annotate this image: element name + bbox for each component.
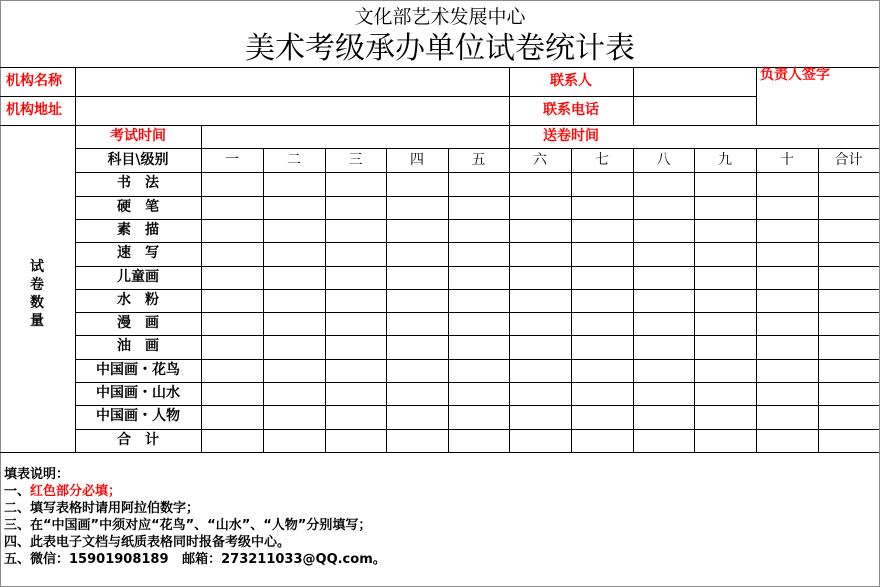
count-cell[interactable]	[510, 267, 570, 288]
count-cell[interactable]	[510, 313, 570, 334]
count-cell[interactable]	[264, 173, 324, 194]
count-cell[interactable]	[757, 430, 817, 451]
wechat-number: 15901908189	[69, 552, 169, 567]
side-label-char: 量	[30, 313, 44, 329]
count-cell[interactable]	[510, 220, 570, 241]
count-cell[interactable]	[757, 173, 817, 194]
instructions	[4, 466, 386, 568]
count-cell[interactable]	[202, 197, 262, 218]
count-cell[interactable]	[387, 220, 447, 241]
count-cell[interactable]	[757, 290, 817, 311]
count-cell[interactable]	[387, 197, 447, 218]
subject-label: 儿童画	[117, 268, 159, 285]
count-cell[interactable]	[572, 243, 632, 264]
count-cell[interactable]	[572, 313, 632, 334]
count-cell[interactable]	[572, 197, 632, 218]
count-cell[interactable]	[202, 336, 262, 357]
note-prefix: 一、	[4, 484, 31, 499]
count-cell[interactable]	[819, 173, 878, 194]
count-cell[interactable]	[326, 243, 385, 264]
level-header-4: 四	[410, 152, 424, 168]
org-address-field[interactable]	[76, 97, 508, 123]
count-cell[interactable]	[634, 243, 693, 264]
subject-label: 中国画・花鸟	[96, 361, 180, 378]
count-cell[interactable]	[387, 290, 447, 311]
count-cell[interactable]	[449, 173, 508, 194]
side-label-char: 试	[30, 259, 44, 275]
count-cell[interactable]	[326, 406, 385, 427]
org-address-label: 机构地址	[6, 102, 62, 118]
form-title: 美术考级承办单位试卷统计表	[245, 31, 635, 66]
count-cell[interactable]	[819, 336, 878, 357]
contact-phone-label: 联系电话	[543, 102, 599, 118]
count-cell[interactable]	[819, 267, 878, 288]
count-cell[interactable]	[264, 243, 324, 264]
contact-person-field[interactable]	[634, 68, 754, 94]
count-cell[interactable]	[695, 220, 755, 241]
count-cell[interactable]	[757, 406, 817, 427]
count-cell[interactable]	[819, 197, 878, 218]
delivery-time-field[interactable]	[634, 126, 878, 148]
count-cell[interactable]	[510, 360, 570, 381]
notes-heading: 填表说明：	[4, 467, 70, 482]
count-cell[interactable]	[449, 336, 508, 357]
count-cell[interactable]	[572, 430, 632, 451]
count-cell[interactable]	[634, 290, 693, 311]
org-heading: 文化部艺术发展中心	[354, 6, 526, 28]
count-cell[interactable]	[264, 430, 324, 451]
count-cell[interactable]	[634, 383, 693, 404]
email-label: 邮箱：	[182, 552, 222, 567]
count-cell[interactable]	[757, 267, 817, 288]
count-cell[interactable]	[572, 173, 632, 194]
contact-phone-field[interactable]	[634, 97, 754, 123]
count-cell[interactable]	[695, 290, 755, 311]
count-cell[interactable]	[634, 313, 693, 334]
note-required: 红色部分必填；	[30, 484, 122, 499]
count-cell[interactable]	[634, 173, 693, 194]
count-cell[interactable]	[819, 290, 878, 311]
count-cell[interactable]	[264, 313, 324, 334]
count-cell[interactable]	[695, 197, 755, 218]
level-header-11: 合计	[834, 152, 863, 168]
count-cell[interactable]	[387, 243, 447, 264]
count-cell[interactable]	[387, 267, 447, 288]
level-header-2: 二	[287, 152, 301, 168]
count-cell[interactable]	[695, 173, 755, 194]
count-cell[interactable]	[387, 313, 447, 334]
count-cell[interactable]	[387, 383, 447, 404]
note-item	[4, 483, 386, 500]
count-cell[interactable]	[572, 406, 632, 427]
count-cell[interactable]	[264, 220, 324, 241]
count-cell[interactable]	[387, 360, 447, 381]
count-cell[interactable]	[202, 290, 262, 311]
count-cell[interactable]	[449, 267, 508, 288]
count-cell[interactable]	[326, 173, 385, 194]
count-cell[interactable]	[695, 313, 755, 334]
count-cell[interactable]	[634, 267, 693, 288]
count-cell[interactable]	[572, 336, 632, 357]
count-cell[interactable]	[757, 383, 817, 404]
count-cell[interactable]	[264, 290, 324, 311]
side-label-paper-count	[27, 258, 47, 330]
count-cell[interactable]	[634, 360, 693, 381]
count-cell[interactable]	[695, 360, 755, 381]
note-item: 四、此表电子文档与纸质表格同时报备考级中心。	[4, 535, 291, 550]
count-cell[interactable]	[695, 267, 755, 288]
level-header-9: 九	[718, 152, 732, 168]
side-label-char: 卷	[30, 277, 44, 293]
count-cell[interactable]	[387, 336, 447, 357]
count-cell[interactable]	[695, 336, 755, 357]
org-name-label: 机构名称	[6, 73, 62, 89]
count-cell[interactable]	[819, 313, 878, 334]
level-header-10: 十	[780, 152, 794, 168]
count-cell[interactable]	[695, 430, 755, 451]
count-cell[interactable]	[202, 406, 262, 427]
note-item	[4, 551, 386, 568]
note-item: 二、填写表格时请用阿拉伯数字；	[4, 501, 200, 516]
count-cell[interactable]	[449, 290, 508, 311]
count-cell[interactable]	[202, 383, 262, 404]
level-header-8: 八	[656, 152, 671, 168]
level-header-5: 五	[471, 152, 486, 168]
count-cell[interactable]	[449, 360, 508, 381]
count-cell[interactable]	[510, 406, 570, 427]
count-cell[interactable]	[449, 220, 508, 241]
count-cell[interactable]	[757, 243, 817, 264]
count-cell[interactable]	[326, 360, 385, 381]
count-cell[interactable]	[449, 197, 508, 218]
count-cell[interactable]	[819, 383, 878, 404]
email-address: 273211033@QQ.com。	[221, 552, 386, 567]
count-cell[interactable]	[634, 430, 693, 451]
count-cell[interactable]	[264, 383, 324, 404]
count-cell[interactable]	[387, 173, 447, 194]
delivery-time-label: 送卷时间	[543, 128, 599, 144]
count-cell[interactable]	[695, 383, 755, 404]
count-cell[interactable]	[326, 290, 385, 311]
org-name-field[interactable]	[76, 68, 508, 94]
count-cell[interactable]	[202, 243, 262, 264]
corner-header: 科目\级别	[107, 152, 169, 168]
count-cell[interactable]	[264, 406, 324, 427]
subject-label: 油 画	[117, 338, 159, 355]
wechat-label: 五、微信：	[4, 552, 70, 567]
count-cell[interactable]	[695, 406, 755, 427]
count-cell[interactable]	[202, 313, 262, 334]
count-cell[interactable]	[757, 197, 817, 218]
subject-label: 中国画・人物	[96, 408, 180, 425]
count-cell[interactable]	[449, 383, 508, 404]
count-cell[interactable]	[264, 267, 324, 288]
count-cell[interactable]	[634, 220, 693, 241]
subject-label: 中国画・山水	[96, 385, 180, 401]
count-cell[interactable]	[510, 243, 570, 264]
count-cell[interactable]	[202, 173, 262, 194]
count-cell[interactable]	[572, 360, 632, 381]
count-cell[interactable]	[510, 173, 570, 194]
count-cell[interactable]	[449, 430, 508, 451]
count-cell[interactable]	[819, 360, 878, 381]
subject-label: 漫 画	[117, 315, 159, 332]
count-cell[interactable]	[449, 406, 508, 427]
count-cell[interactable]	[757, 313, 817, 334]
count-cell[interactable]	[510, 290, 570, 311]
count-cell[interactable]	[449, 313, 508, 334]
count-cell[interactable]	[202, 267, 262, 288]
count-cell[interactable]	[819, 406, 878, 427]
exam-time-label: 考试时间	[110, 128, 166, 144]
count-cell[interactable]	[572, 267, 632, 288]
count-cell[interactable]	[819, 430, 878, 451]
count-cell[interactable]	[510, 383, 570, 404]
count-cell[interactable]	[572, 220, 632, 241]
count-cell[interactable]	[819, 243, 878, 264]
level-header-7: 七	[595, 152, 609, 168]
signature-field[interactable]	[758, 86, 878, 124]
count-cell[interactable]	[819, 220, 878, 241]
count-cell[interactable]	[510, 430, 570, 451]
subject-label: 水 粉	[117, 291, 159, 308]
subject-label: 速 写	[117, 245, 159, 262]
count-cell[interactable]	[757, 336, 817, 357]
subject-label: 素 描	[117, 221, 159, 238]
exam-time-field[interactable]	[202, 126, 508, 148]
count-cell[interactable]	[264, 336, 324, 357]
count-cell[interactable]	[326, 430, 385, 451]
level-header-6: 六	[533, 152, 547, 168]
count-cell[interactable]	[510, 336, 570, 357]
count-cell[interactable]	[326, 336, 385, 357]
count-cell[interactable]	[202, 430, 262, 451]
count-cell[interactable]	[387, 406, 447, 427]
count-cell[interactable]	[572, 383, 632, 404]
count-cell[interactable]	[695, 243, 755, 264]
count-cell[interactable]	[757, 220, 817, 241]
note-item: 三、在“中国画”中须对应“花鸟”、“山水”、“人物”分别填写；	[4, 518, 372, 533]
count-cell[interactable]	[326, 313, 385, 334]
count-cell[interactable]	[326, 220, 385, 241]
count-cell[interactable]	[449, 243, 508, 264]
count-cell[interactable]	[387, 430, 447, 451]
subject-label: 硬 笔	[117, 198, 159, 215]
count-cell[interactable]	[326, 267, 385, 288]
count-cell[interactable]	[634, 336, 693, 357]
count-cell[interactable]	[326, 197, 385, 218]
side-label-char: 数	[30, 295, 44, 311]
count-cell[interactable]	[634, 197, 693, 218]
level-header-3: 三	[348, 152, 363, 168]
signature-label: 负责人签字	[760, 67, 830, 83]
contact-person-label: 联系人	[550, 73, 592, 89]
subject-label: 书 法	[117, 175, 159, 192]
count-cell[interactable]	[202, 220, 262, 241]
level-header-1: 一	[225, 152, 239, 168]
count-cell[interactable]	[510, 197, 570, 218]
count-cell[interactable]	[634, 406, 693, 427]
count-cell[interactable]	[572, 290, 632, 311]
subject-label: 合 计	[117, 431, 159, 448]
count-cell[interactable]	[264, 360, 324, 381]
count-cell[interactable]	[264, 197, 324, 218]
count-cell[interactable]	[757, 360, 817, 381]
count-cell[interactable]	[202, 360, 262, 381]
count-cell[interactable]	[326, 383, 385, 404]
